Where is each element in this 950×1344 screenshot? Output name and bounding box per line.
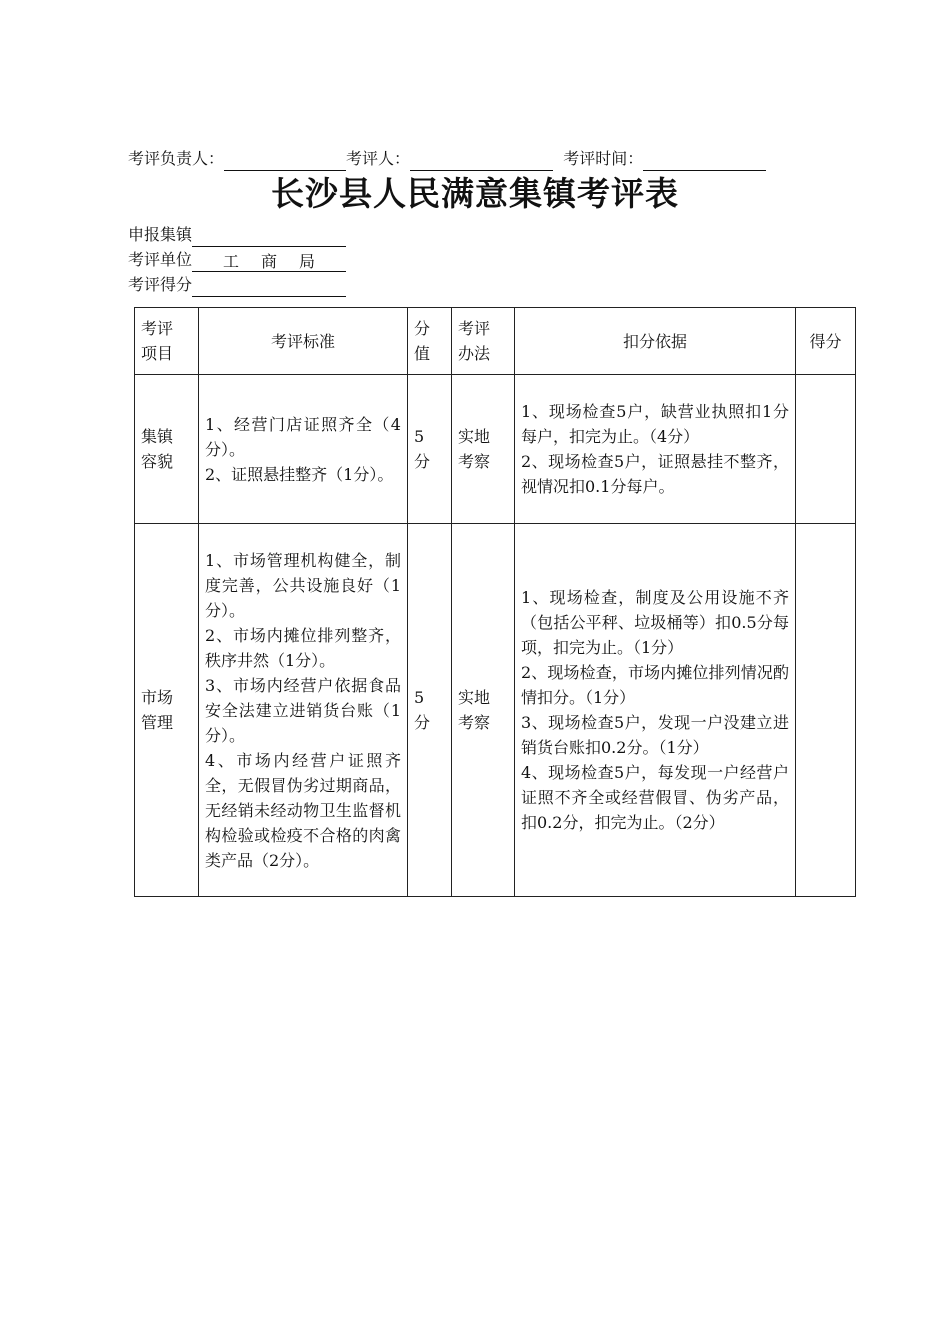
cell-basis: 1、现场检查，制度及公用设施不齐（包括公平秤、垃圾桶等）扣0.5分每项，扣完为止。（1分） 2、现场检查，市场内摊位排列情况酌情扣分。（1分） 3、现场检查5户，发现一户没建立进销货台账扣0.2分。（1分） 4、现场检查5户，每发现一户经营户证照不齐全或经营假冒、伪劣产品，扣0.2分，扣完为止。（2分）	[515, 524, 796, 897]
score-value[interactable]	[192, 277, 346, 297]
assessor-label: 考评人：	[346, 149, 411, 168]
cell-score[interactable]	[796, 375, 856, 524]
table-header-row	[135, 308, 856, 375]
cell-points: 5 分	[408, 375, 452, 524]
page-title: 长沙县人民满意集镇考评表	[271, 174, 679, 213]
cell-score[interactable]	[796, 524, 856, 897]
header-points: 分 值	[408, 308, 452, 375]
cell-item: 集镇 容貌	[135, 375, 199, 524]
table-row	[135, 375, 856, 524]
leader-label: 考评负责人：	[128, 149, 225, 168]
unit-label: 考评单位	[128, 250, 193, 269]
assessment-table	[134, 307, 856, 897]
town-label: 申报集镇	[128, 225, 193, 244]
header-method: 考评 办法	[452, 308, 515, 375]
header-standard: 考评标准	[199, 308, 408, 375]
header-score: 得分	[796, 308, 856, 375]
unit-value[interactable]: 工商局	[192, 252, 346, 272]
score-field	[128, 273, 346, 297]
cell-standard: 1、市场管理机构健全，制度完善，公共设施良好（1分）。 2、市场内摊位排列整齐，秩序井然（1分）。 3、市场内经营户依据食品安全法建立进销货台账（1分）。 4、市场内经营户证照齐全，无假冒伪劣过期商品，无经销未经动物卫生监督机构检验或检疫不合格的肉禽类产品（2分）。	[199, 524, 408, 897]
header-item: 考评 项目	[135, 308, 199, 375]
cell-method: 实地 考察	[452, 524, 515, 897]
town-field	[128, 223, 346, 247]
header-basis: 扣分依据	[515, 308, 796, 375]
town-value[interactable]	[192, 227, 346, 247]
table-row	[135, 524, 856, 897]
score-label: 考评得分	[128, 275, 193, 294]
cell-basis: 1、现场检查5户，缺营业执照扣1分每户，扣完为止。（4分） 2、现场检查5户，证照悬挂不整齐，视情况扣0.1分每户。	[515, 375, 796, 524]
cell-standard: 1、经营门店证照齐全（4分）。 2、证照悬挂整齐（1分）。	[199, 375, 408, 524]
unit-field	[128, 248, 346, 272]
cell-method: 实地 考察	[452, 375, 515, 524]
cell-points: 5 分	[408, 524, 452, 897]
cell-item: 市场 管理	[135, 524, 199, 897]
time-label: 考评时间：	[563, 149, 644, 168]
